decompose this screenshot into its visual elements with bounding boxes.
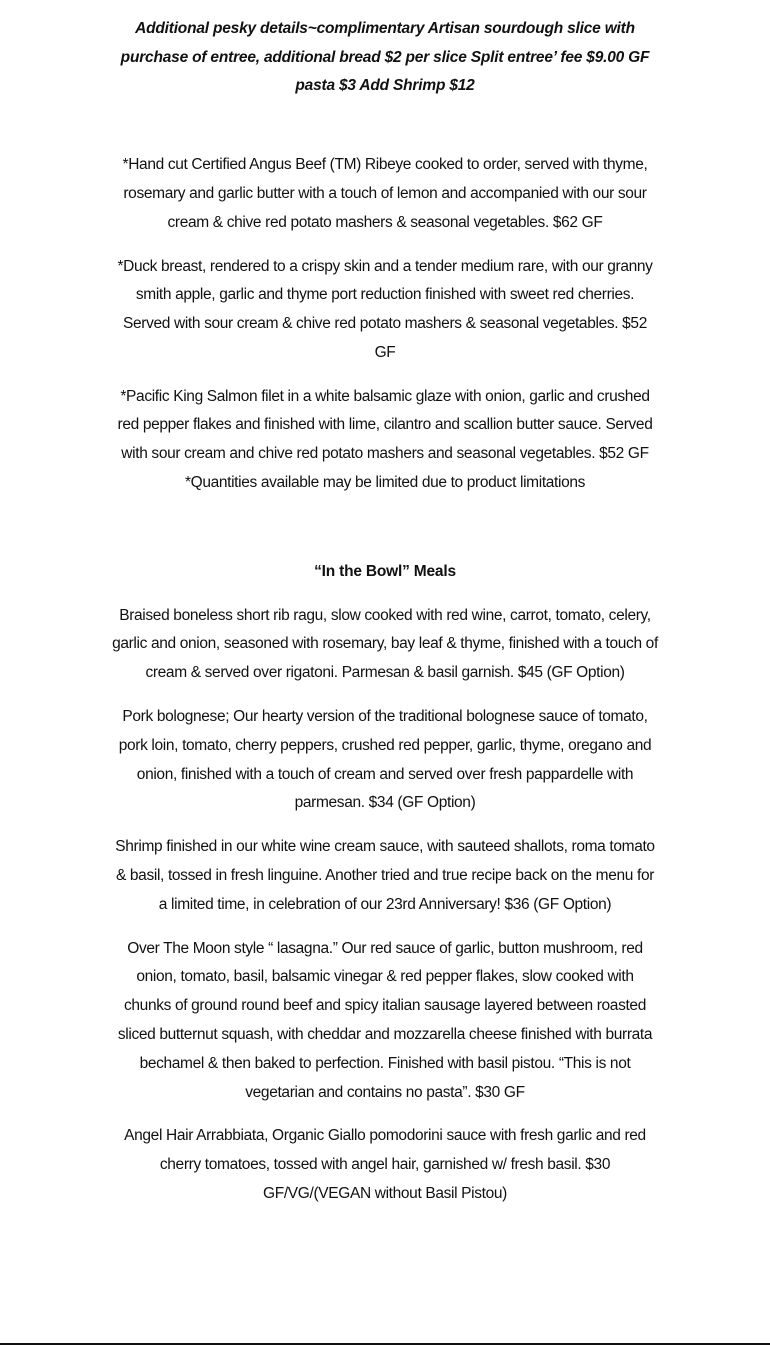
entree-duck-breast: *Duck breast, rendered to a crispy skin and a tender medium rare, with our granny smith apple, garlic and thyme port reduction finished with sweet red cherries. Served with sour cream & chive red potato mashers & seasonal vegetables. $52 GF: [117, 257, 653, 361]
entree-list: [112, 151, 658, 498]
bowl-lasagna: Over The Moon style “ lasagna.” Our red sauce of garlic, button mushroom, red onion, tomato, basil, balsamic vinegar & red pepper flakes, slow cooked with chunks of ground round beef and spicy italian sausage layered between roasted sliced butternut squash, with cheddar and mozzarella cheese finished with burrata bechamel & then baked to perfection. Finished with basil pistou. “This is not vegetarian and contains no pasta”. $30 GF: [117, 939, 653, 1101]
bowl-meals-heading: “In the Bowl” Meals: [314, 562, 456, 580]
bowl-angel-hair-arrabbiata: Angel Hair Arrabbiata, Organic Giallo pomodorini sauce with fresh garlic and red cherry tomatoes, tossed with angel hair, garnished w/ fresh basil. $30 GF/VG/(VEGAN without Basil Pistou): [124, 1127, 646, 1203]
bowl-meals-list: [112, 602, 658, 1209]
bottom-divider: [0, 1343, 770, 1345]
bowl-shrimp-linguine: Shrimp finished in our white wine cream sauce, with sauteed shallots, roma tomato & basil, tossed in fresh linguine. Another tried and true recipe back on the menu for a limited time, in celebration of our 23rd Anniversary! $36 (GF Option): [115, 838, 655, 913]
bread-and-fees-notice: Additional pesky details~complimentary Artisan sourdough slice with purchase of entree, additional bread $2 per slice Split entree’ fee $9.00 GF pasta $3 Add Shrimp $12: [120, 20, 650, 95]
entree-ribeye: *Hand cut Certified Angus Beef (TM) Ribeye cooked to order, served with thyme, rosemary and garlic butter with a touch of lemon and accompanied with our sour cream & chive red potato mashers & seasonal vegetables. $62 GF: [122, 156, 648, 231]
bowl-short-rib-ragu: Braised boneless short rib ragu, slow cooked with red wine, carrot, tomato, celery, garlic and onion, seasoned with rosemary, bay leaf & thyme, finished with a touch of cream & served over rigatoni. Parmesan & basil garnish. $45 (GF Option): [112, 606, 658, 682]
menu-content: [112, 0, 658, 1209]
entree-king-salmon: *Pacific King Salmon filet in a white balsamic glaze with onion, garlic and crushed red pepper flakes and finished with lime, cilantro and scallion butter sauce. Served with sour cream and chive red potato mashers and seasonal vegetables. $52 GF *Quantities available may be limited due to product limitations: [117, 387, 653, 492]
bowl-pork-bolognese: Pork bolognese; Our hearty version of the traditional bolognese sauce of tomato, pork loin, tomato, cherry peppers, crushed red pepper, garlic, thyme, oregano and onion, finished with a touch of cream and served over fresh pappardelle with parmesan. $34 (GF Option): [118, 708, 652, 812]
